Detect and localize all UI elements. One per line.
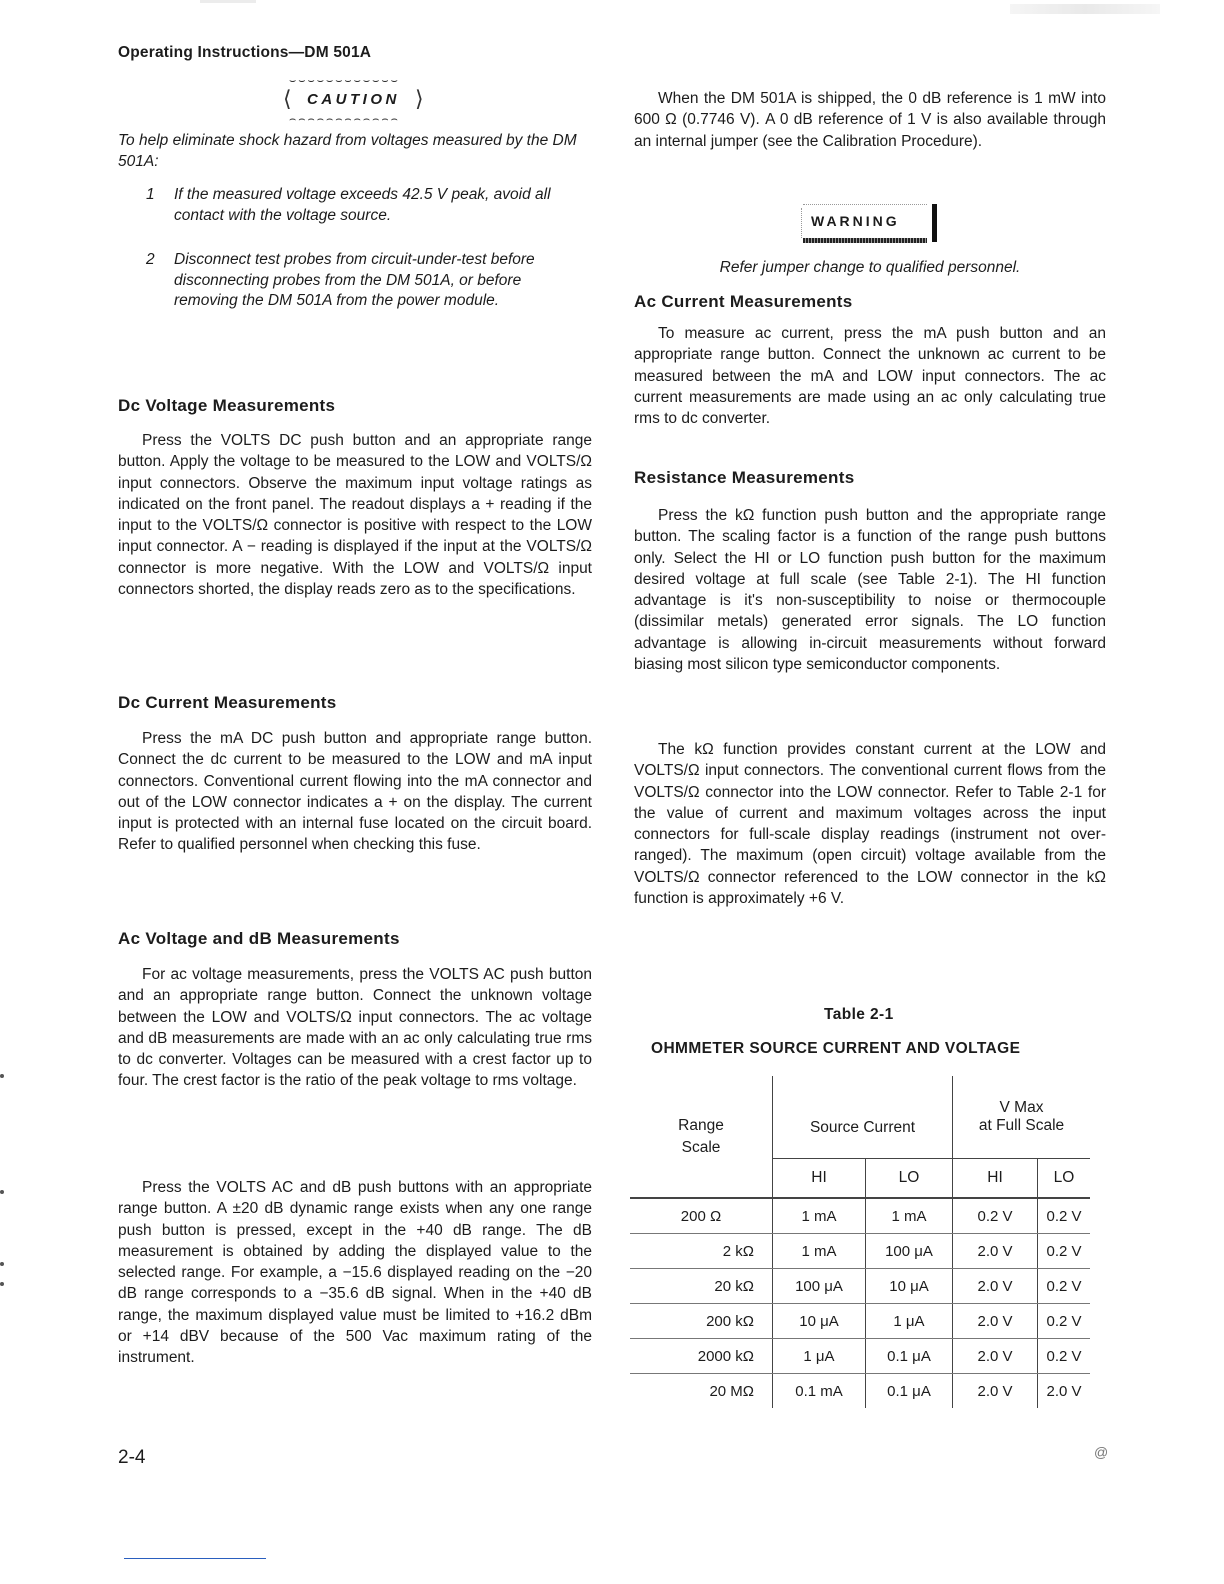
table-cell-range: 200 Ω xyxy=(630,1198,773,1234)
table-cell-current-hi: 10 μA xyxy=(773,1304,866,1339)
resistance-section-2 xyxy=(634,739,1106,909)
section-heading-ac-voltage: Ac Voltage and dB Measurements xyxy=(118,929,400,948)
table-cell-current-lo: 0.1 μA xyxy=(866,1339,953,1374)
ohmmeter-table xyxy=(630,1076,1090,1408)
table-header-range xyxy=(630,1076,773,1198)
ac-voltage-body-2: Press the VOLTS AC and dB push buttons with an appropriate range button. A ±20 dB dynamic range exists when any one range push button is pressed, except in the +40 dB range. The dB measurement is obtained by adding the displayed value to the selected range. For example, a −15.6 displayed reading on the −20 dB range corresponds to a −35.6 dB signal. When in the +40 dB range, the maximum displayed value must be limited to +16.2 dBm or +14 dBV because of the 500 Vac maximum rating of the instrument. xyxy=(118,1179,592,1367)
caution-border-top: ⌣⌣⌣⌣⌣⌣⌣⌣⌣⌣⌣⌣ xyxy=(289,76,400,87)
table-header-vmax xyxy=(953,1076,1091,1159)
section-heading-resistance: Resistance Measurements xyxy=(634,468,855,487)
scan-dot xyxy=(0,1190,4,1194)
warning-border-top xyxy=(803,204,927,205)
table-cell-voltage-hi: 2.0 V xyxy=(953,1339,1038,1374)
table-cell-voltage-lo: 0.2 V xyxy=(1038,1304,1091,1339)
shipped-body: When the DM 501A is shipped, the 0 dB reference is 1 mW into 600 Ω (0.7746 V). A 0 dB reference of 1 V is also available through an internal jumper (see the Calibration Procedure). xyxy=(634,90,1106,150)
range-scale-label: Range Scale xyxy=(678,1116,724,1156)
ac-current-section xyxy=(634,323,1106,429)
warning-border-left xyxy=(801,208,802,238)
table-cell-current-hi: 1 mA xyxy=(773,1234,866,1269)
section-heading-ac-current: Ac Current Measurements xyxy=(634,292,853,311)
resistance-body-2: The kΩ function provides constant current at the LOW and VOLTS/Ω input connectors. The conventional current flows from the VOLTS/Ω connector into the LOW connector. Refer to Table 2-1 for the value of current and maximum voltages across the input connectors for full-scale display readings (instrument not over-ranged). The maximum (open circuit) voltage available from the VOLTS/Ω connector referenced to the LOW connector in the kΩ function is approximately +6 V. xyxy=(634,741,1106,908)
caution-item-number: 1 xyxy=(146,186,155,203)
caution-item-text: Disconnect test probes from circuit-under-test before disconnecting probes from the DM 501A, or before removing the DM 501A from the power module. xyxy=(174,251,535,309)
table-header-source-lo: LO xyxy=(866,1159,953,1199)
section-heading-dc-voltage: Dc Voltage Measurements xyxy=(118,396,336,415)
table-row xyxy=(630,1304,1090,1339)
caution-intro: To help eliminate shock hazard from voltages measured by the DM 501A: xyxy=(118,132,577,170)
table-row xyxy=(630,1374,1090,1409)
table-cell-voltage-hi: 2.0 V xyxy=(953,1304,1038,1339)
table-row xyxy=(630,1198,1090,1234)
caution-item xyxy=(146,250,616,316)
caution-border-right: ⟩ xyxy=(415,86,424,111)
dc-voltage-body: Press the VOLTS DC push button and an appropriate range button. Apply the voltage to be measured to the LOW and VOLTS/Ω input connectors. Observe the maximum input voltage ratings as indicated on the front panel. The readout displays a + reading if the input to the VOLTS/Ω connector is positive with respect to the LOW input connector. A − reading is displayed if the input at the VOLTS/Ω connector is more negative. With the LOW and VOLTS/Ω input connectors shorted, the display reads zero as to the specifications. xyxy=(118,432,592,599)
table-cell-voltage-lo: 0.2 V xyxy=(1038,1339,1091,1374)
table-cell-current-lo: 0.1 μA xyxy=(866,1374,953,1409)
table-cell-current-lo: 1 μA xyxy=(866,1304,953,1339)
caution-border-left: ⟨ xyxy=(283,86,292,111)
scan-dot xyxy=(0,1282,4,1286)
section-heading-dc-current: Dc Current Measurements xyxy=(118,693,337,712)
table-cell-range: 20 MΩ xyxy=(630,1374,773,1409)
vmax-sublabel: at Full Scale xyxy=(978,1117,1065,1134)
table-header-vmax-lo: LO xyxy=(1038,1159,1091,1199)
table-cell-voltage-lo: 2.0 V xyxy=(1046,1382,1082,1400)
table-cell-current-lo: 10 μA xyxy=(866,1269,953,1304)
table-cell-voltage-hi: 2.0 V xyxy=(953,1269,1038,1304)
table-cell-voltage-lo: 0.2 V xyxy=(1038,1234,1091,1269)
table-number: Table 2-1 xyxy=(824,1006,894,1023)
caution-item-text: If the measured voltage exceeds 42.5 V peak, avoid all contact with the voltage source. xyxy=(174,186,551,224)
corner-mark: @ xyxy=(1094,1444,1109,1460)
table-header-source-hi: HI xyxy=(773,1159,866,1199)
ac-voltage-section xyxy=(118,964,592,1092)
page-header: Operating Instructions—DM 501A xyxy=(118,44,372,61)
warning-box xyxy=(789,200,941,244)
caution-label: CAUTION xyxy=(307,91,400,108)
caution-border-bottom: ⌢⌢⌢⌢⌢⌢⌢⌢⌢⌢⌢⌢ xyxy=(289,114,400,125)
table-cell-current-lo: 100 μA xyxy=(866,1234,953,1269)
warning-shadow xyxy=(803,238,927,243)
caution-box xyxy=(283,76,431,124)
table-cell-voltage-hi: 2.0 V xyxy=(953,1374,1038,1409)
table-cell-range: 2 kΩ xyxy=(630,1234,773,1269)
table-cell-current-hi: 100 μA xyxy=(773,1269,866,1304)
table-cell-voltage-hi: 2.0 V xyxy=(953,1234,1038,1269)
scan-smudge xyxy=(200,0,256,3)
table-header-source: Source Current xyxy=(773,1076,953,1159)
caution-item xyxy=(146,185,616,229)
scan-dot xyxy=(0,1074,4,1078)
table-cell-voltage-hi: 0.2 V xyxy=(953,1198,1038,1234)
table-cell-current-hi: 1 μA xyxy=(773,1339,866,1374)
dc-current-body: Press the mA DC push button and appropriate range button. Connect the dc current to be measured to the LOW and mA input connectors. Conventional current flowing into the mA connector and out of the LOW connector indicates a + on the display. The current input is protected with an internal fuse located on the circuit board. Refer to qualified personnel when checking this fuse. xyxy=(118,730,592,854)
vmax-label: V Max xyxy=(999,1099,1044,1116)
scan-smudge xyxy=(1010,4,1160,14)
ac-voltage-body-1: For ac voltage measurements, press the VOLTS AC push button and an appropriate range button. Connect the unknown voltage between the LOW and VOLTS/Ω input connectors. The ac voltage and dB measurements are made with an ac only calculating true rms to dc converter. Voltages can be measured with a crest factor up to four. The crest factor is the ratio of the peak voltage to rms voltage. xyxy=(118,966,592,1090)
caution-item-number: 2 xyxy=(146,251,155,268)
page-number: 2-4 xyxy=(118,1447,146,1468)
warning-label: WARNING xyxy=(811,213,900,229)
table-header-row xyxy=(630,1076,1090,1159)
table-cell-voltage-lo: 0.2 V xyxy=(1038,1269,1091,1304)
warning-border-right xyxy=(932,204,937,242)
dc-voltage-section xyxy=(118,430,592,600)
table-cell-voltage-lo: 0.2 V xyxy=(1038,1198,1091,1234)
table-header-vmax-hi: HI xyxy=(953,1159,1038,1199)
table-title: OHMMETER SOURCE CURRENT AND VOLTAGE xyxy=(651,1040,1021,1057)
ac-current-body: To measure ac current, press the mA push button and an appropriate range button. Connect the unknown ac current to be measured between the mA and LOW input connectors. The ac current measurements are made using an ac only calculating true rms to dc converter. xyxy=(634,325,1106,428)
warning-text: Refer jumper change to qualified personnel. xyxy=(719,259,1021,276)
table-cell-current-hi: 0.1 mA xyxy=(773,1374,866,1409)
table-cell-current-lo: 1 mA xyxy=(866,1198,953,1234)
db-section xyxy=(118,1177,592,1369)
table-row xyxy=(630,1339,1090,1374)
table-row xyxy=(630,1269,1090,1304)
table-cell-range: 200 kΩ xyxy=(630,1304,773,1339)
shipped-paragraph xyxy=(634,88,1106,152)
table-row xyxy=(630,1234,1090,1269)
table-cell-range: 20 kΩ xyxy=(630,1269,773,1304)
scan-dot xyxy=(0,1262,4,1266)
table-cell-range: 2000 kΩ xyxy=(630,1339,773,1374)
dc-current-section xyxy=(118,728,592,856)
table-cell-current-hi: 1 mA xyxy=(773,1198,866,1234)
resistance-body-1: Press the kΩ function push button and the appropriate range button. The scaling factor is a function of the range push buttons only. Select the HI or LO function push button for the maximum desired voltage at full scale (see Table 2-1). The HI function advantage is it's non-susceptibility to noise or thermocouple (dissimilar metals) generated error signals. The LO function advantage is allowing in-circuit measurements without forward biasing most silicon type semiconductor components. xyxy=(634,507,1106,674)
scan-edge-line xyxy=(124,1558,266,1559)
resistance-section xyxy=(634,505,1106,675)
